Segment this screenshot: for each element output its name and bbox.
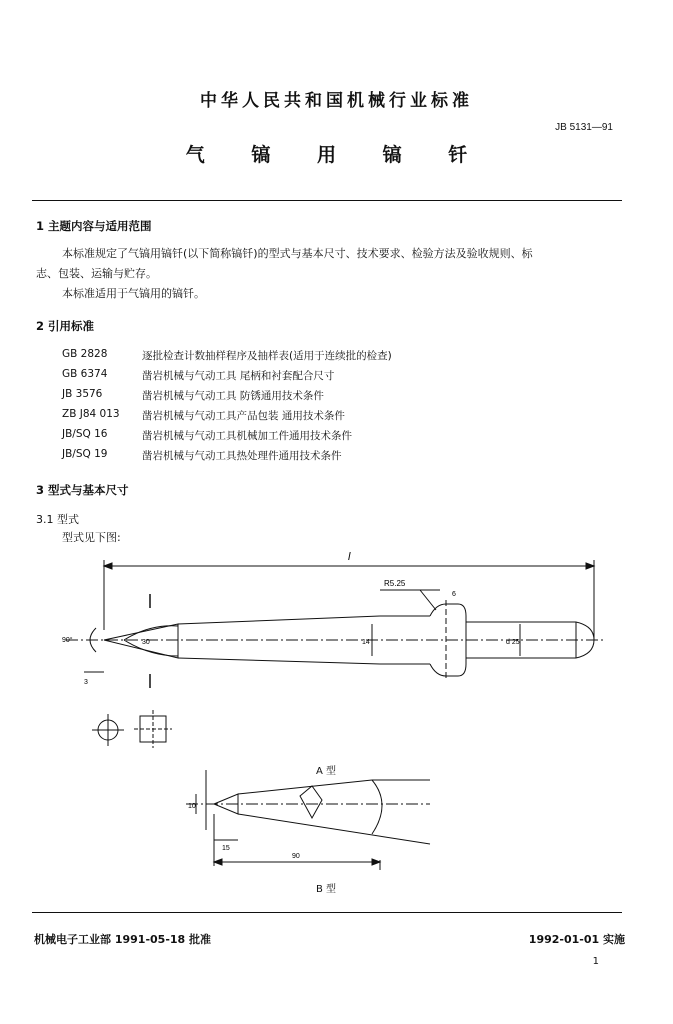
reference-code: JB/SQ 19 [62, 448, 108, 460]
header-rule [32, 200, 622, 201]
reference-code: ZB J84 013 [62, 408, 120, 420]
dim-b-90-label: 90 [292, 853, 300, 860]
section-1-para-1b: 志、包装、运输与贮存。 [36, 267, 157, 280]
standard-code: JB 5131—91 [555, 122, 613, 133]
reference-row [62, 368, 334, 383]
reference-code: GB 6374 [62, 368, 108, 380]
reference-code: JB 3576 [62, 388, 103, 400]
pick-body-top [178, 616, 380, 624]
dim-angle-label: 90° [62, 637, 73, 644]
approval-info: 机械电子工业部 1991-05-18 批准 [34, 933, 212, 946]
dim-d1-label: 14 [362, 639, 370, 646]
arrowhead [104, 563, 112, 569]
pick-point [104, 624, 178, 658]
arrowhead [372, 859, 380, 865]
section-2-title: 2 引用标准 [36, 319, 95, 333]
arrowhead [586, 563, 594, 569]
type-b-label: B 型 [316, 884, 337, 895]
b-bottom-edge [238, 814, 430, 844]
standard-category-title: 中华人民共和国机械行业标准 [200, 91, 473, 111]
section-1-title: 1 主题内容与适用范围 [36, 219, 152, 233]
reference-code: GB 2828 [62, 348, 108, 360]
pick-body-bottom [178, 658, 380, 664]
dim-radius-label: R5.25 [384, 579, 406, 588]
dim-l-label: l [348, 551, 351, 563]
implementation-date: 1992-01-01 实施 [528, 933, 625, 946]
reference-text: 凿岩机械与气动工具机械加工件通用技术条件 [142, 430, 352, 442]
reference-text: 凿岩机械与气动工具热处理件通用技术条件 [142, 450, 342, 462]
arrowhead [214, 859, 222, 865]
dim-3-label: 3 [84, 679, 88, 686]
type-a-label: A 型 [316, 766, 337, 777]
point-facet [124, 626, 178, 640]
radius-leader [420, 590, 436, 610]
section-3-1-title: 3.1 型式 [36, 513, 79, 526]
dim-b-h-label: 10 [188, 803, 196, 810]
footer-rule [32, 912, 622, 913]
pick-drawing [0, 540, 673, 780]
dim-b-15-label: 15 [222, 845, 230, 852]
section-3-title: 3 型式与基本尺寸 [36, 483, 129, 497]
page-number: 1 [592, 956, 599, 967]
section-3-1-text: 型式见下图: [62, 531, 121, 544]
reference-row [62, 388, 324, 403]
reference-row [62, 348, 392, 363]
reference-row [62, 428, 352, 443]
reference-text: 凿岩机械与气动工具产品包装 通用技术条件 [142, 410, 345, 422]
section-1-para-2: 本标准适用于气镐用的镐钎。 [62, 287, 205, 300]
section-1-para-1a: 本标准规定了气镐用镐钎(以下简称镐钎)的型式与基本尺寸、技术要求、检验方法及验收规则、标 [62, 247, 533, 260]
dim-d2-label: d 25 [506, 639, 520, 646]
b-end [372, 780, 382, 834]
type-b-drawing [0, 770, 673, 880]
point-facet [124, 640, 178, 656]
reference-text: 凿岩机械与气动工具 防锈通用技术条件 [142, 390, 324, 402]
reference-code: JB/SQ 16 [62, 428, 108, 440]
dim-30-label: 30 [142, 639, 150, 646]
reference-row [62, 448, 342, 463]
reference-text: 逐批检查计数抽样程序及抽样表(适用于连续批的检查) [142, 350, 392, 362]
document-title: 气 镐 用 镐 钎 [185, 144, 488, 166]
reference-row [62, 408, 345, 423]
reference-text: 凿岩机械与气动工具 尾柄和衬套配合尺寸 [142, 370, 335, 382]
b-facet [300, 786, 322, 818]
dim-6-label: 6 [452, 591, 456, 598]
